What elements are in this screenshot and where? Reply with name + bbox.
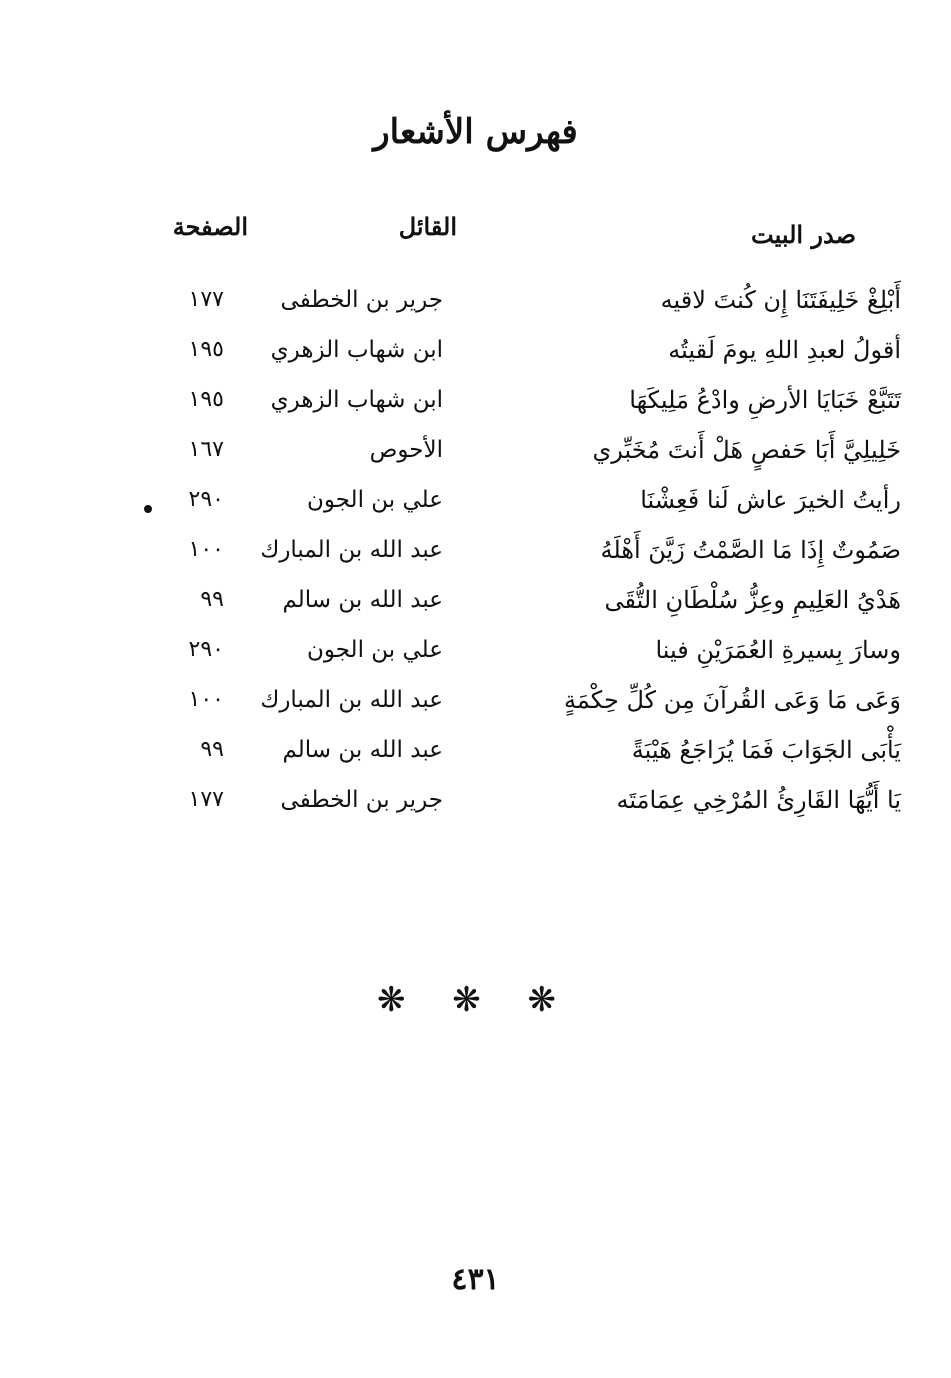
section-separator: ❋ ❋ ❋ xyxy=(376,980,575,1020)
table-row xyxy=(0,782,951,832)
page-cell: ١٧٧ xyxy=(188,787,224,812)
verse-cell: تَتَبَّعْ خَبَايَا الأرضِ وادْعُ مَلِيكَهَا xyxy=(629,386,901,414)
table-row xyxy=(0,532,951,582)
page-cell: ١٠٠ xyxy=(188,537,224,562)
page-column-header: الصفحة xyxy=(172,212,248,241)
table-row xyxy=(0,732,951,782)
poet-cell: علي بن الجون xyxy=(306,637,443,663)
index-table xyxy=(0,282,951,832)
poet-cell: عبد الله بن المبارك xyxy=(260,537,443,563)
verse-cell: يَأْبَى الجَوَابَ فَمَا يُرَاجَعُ هَيْبَةً xyxy=(631,736,901,764)
page-cell: ٢٩٠ xyxy=(188,637,224,662)
verse-cell: وسارَ بِسيرةِ العُمَرَيْنِ فينا xyxy=(655,636,901,664)
table-row xyxy=(0,332,951,382)
page-cell: ٩٩ xyxy=(200,737,224,762)
poet-column-header: القائل xyxy=(398,212,457,241)
verse-cell: صَمُوتٌ إِذَا مَا الصَّمْتُ زَيَّنَ أَهْلَهُ xyxy=(600,536,901,564)
verse-cell: وَعَى مَا وَعَى القُرآنَ مِن كُلِّ حِكْمَةٍ xyxy=(564,686,901,714)
table-row xyxy=(0,432,951,482)
table-row xyxy=(0,482,951,532)
poet-cell: عبد الله بن سالم xyxy=(282,587,443,613)
verse-cell: خَلِيلِيَّ أَبَا حَفصٍ هَلْ أَنتَ مُخَبِّري xyxy=(592,436,901,464)
verse-cell: هَدْيُ العَلِيمِ وعِزُّ سُلْطَانِ التُّقَى xyxy=(604,586,901,614)
poet-cell: ابن شهاب الزهري xyxy=(270,337,443,363)
table-row xyxy=(0,382,951,432)
table-row xyxy=(0,682,951,732)
page-cell: ١٠٠ xyxy=(188,687,224,712)
page-cell: ٢٩٠ xyxy=(188,487,224,512)
table-row xyxy=(0,282,951,332)
page-cell: ١٧٧ xyxy=(188,287,224,312)
page-cell: ١٦٧ xyxy=(188,437,224,462)
page-cell: ١٩٥ xyxy=(188,387,224,412)
verse-cell: أَبْلِغْ خَلِيفَتَنَا إِن كُنتَ لاقيه xyxy=(660,286,901,314)
verse-cell: رأيتُ الخيرَ عاش لَنا فَعِشْنَا xyxy=(640,486,901,514)
poet-cell: جرير بن الخطفى xyxy=(280,787,443,813)
table-row xyxy=(0,632,951,682)
poet-cell: عبد الله بن المبارك xyxy=(260,687,443,713)
poet-cell: جرير بن الخطفى xyxy=(280,287,443,313)
poet-cell: عبد الله بن سالم xyxy=(282,737,443,763)
poet-cell: ابن شهاب الزهري xyxy=(270,387,443,413)
poet-cell: علي بن الجون xyxy=(306,487,443,513)
verse-column-header: صدر البيت xyxy=(751,220,856,249)
poet-cell: الأحوص xyxy=(369,437,443,463)
page-number: ٤٣١ xyxy=(451,1262,500,1297)
verse-cell: يَا أَيُّهَا القَارِئُ المُرْخِي عِمَامَتَه xyxy=(616,786,901,814)
page-cell: ١٩٥ xyxy=(188,337,224,362)
verse-cell: أقولُ لعبدِ اللهِ يومَ لَقيتُه xyxy=(668,336,901,364)
page-cell: ٩٩ xyxy=(200,587,224,612)
margin-dot xyxy=(144,505,152,513)
page-title: فهرس الأشعار xyxy=(373,112,578,152)
table-row xyxy=(0,582,951,632)
